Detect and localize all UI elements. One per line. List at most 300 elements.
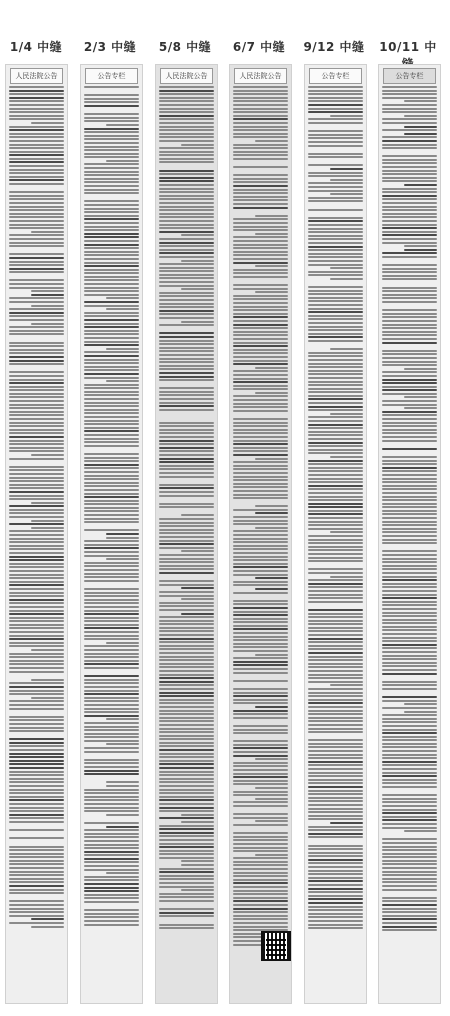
text-line xyxy=(233,574,288,576)
text-line xyxy=(84,595,139,597)
text-line xyxy=(233,327,288,329)
text-line xyxy=(233,584,288,586)
text-line xyxy=(9,711,64,714)
text-line xyxy=(84,909,139,911)
text-line xyxy=(9,799,64,801)
text-line xyxy=(233,251,288,253)
text-line xyxy=(233,611,288,613)
text-line xyxy=(84,467,139,469)
text-line xyxy=(9,461,64,464)
text-line xyxy=(84,233,139,235)
text-line xyxy=(308,677,363,679)
text-line xyxy=(308,377,363,379)
text-line xyxy=(308,340,363,342)
text-line xyxy=(9,469,64,471)
text-line xyxy=(308,370,363,372)
text-line xyxy=(382,867,437,869)
text-line xyxy=(308,242,363,244)
text-line xyxy=(233,732,288,734)
text-line xyxy=(308,572,363,574)
text-line xyxy=(382,658,437,660)
text-line xyxy=(9,841,64,844)
text-line xyxy=(308,717,363,719)
text-line xyxy=(233,805,288,807)
text-line xyxy=(9,356,64,358)
text-line xyxy=(84,916,139,918)
text-line xyxy=(308,311,363,313)
text-line xyxy=(382,590,437,592)
text-line xyxy=(233,479,288,481)
text-line xyxy=(9,234,64,236)
text-line xyxy=(255,527,288,529)
text-line xyxy=(382,334,437,336)
text-line xyxy=(233,450,288,452)
text-line xyxy=(106,743,139,745)
text-line xyxy=(382,612,437,614)
text-line xyxy=(9,911,64,913)
text-line xyxy=(308,873,363,875)
text-line xyxy=(159,209,214,211)
text-line xyxy=(382,198,437,200)
text-line xyxy=(308,470,363,472)
text-line xyxy=(159,126,214,128)
text-line xyxy=(308,560,363,562)
text-line xyxy=(9,498,64,500)
text-line xyxy=(233,850,288,852)
text-line xyxy=(308,818,363,820)
text-line xyxy=(308,318,363,320)
text-line xyxy=(159,324,214,326)
text-line xyxy=(159,817,214,819)
text-line xyxy=(233,740,288,742)
text-line xyxy=(84,341,139,343)
text-line xyxy=(308,344,363,347)
text-line xyxy=(382,305,437,308)
text-line xyxy=(84,592,139,594)
text-line xyxy=(9,161,64,163)
text-line xyxy=(9,436,64,438)
text-line xyxy=(159,476,214,478)
text-line xyxy=(9,523,64,525)
column-title-1: 人民法院公告 xyxy=(10,68,63,84)
text-line xyxy=(233,338,288,340)
text-line xyxy=(159,458,214,460)
text-line xyxy=(233,650,288,652)
text-line xyxy=(9,570,64,572)
text-line xyxy=(9,393,64,395)
text-line xyxy=(404,396,437,398)
text-line xyxy=(84,496,139,498)
text-line xyxy=(9,379,64,381)
text-line xyxy=(84,301,139,303)
text-line xyxy=(159,568,214,570)
text-line xyxy=(382,238,437,240)
column-label-6: 10/11 中 xyxy=(379,40,437,54)
text-line xyxy=(9,693,64,695)
text-line xyxy=(84,453,139,455)
text-line xyxy=(84,98,139,100)
text-line xyxy=(308,141,363,143)
text-line xyxy=(159,796,214,798)
text-line xyxy=(84,876,139,878)
text-line xyxy=(255,798,288,800)
text-line xyxy=(382,252,437,254)
text-line xyxy=(84,500,139,502)
text-line xyxy=(308,804,363,806)
text-line xyxy=(159,853,214,855)
text-line xyxy=(382,926,437,928)
text-line xyxy=(330,413,363,415)
text-line xyxy=(84,489,139,491)
text-line xyxy=(84,890,139,892)
text-line xyxy=(159,111,214,113)
text-line xyxy=(84,759,139,761)
text-line xyxy=(159,336,214,338)
text-line xyxy=(159,454,214,456)
text-line xyxy=(9,345,64,347)
text-line xyxy=(233,381,288,383)
text-line xyxy=(9,663,64,665)
text-line xyxy=(159,760,214,762)
text-line xyxy=(106,718,139,720)
text-line xyxy=(159,140,214,142)
text-line xyxy=(382,856,437,858)
text-line xyxy=(84,865,139,867)
text-line xyxy=(159,767,214,769)
text-line xyxy=(382,313,437,315)
text-line xyxy=(308,130,363,132)
text-line xyxy=(84,222,139,224)
text-line xyxy=(382,140,437,142)
text-line xyxy=(308,388,363,390)
text-line xyxy=(308,848,363,850)
text-line xyxy=(308,663,363,665)
text-line xyxy=(106,380,139,382)
text-line xyxy=(9,767,64,769)
text-line xyxy=(84,229,139,231)
text-line xyxy=(159,843,214,845)
text-line xyxy=(84,660,139,662)
text-line xyxy=(233,272,288,274)
text-line xyxy=(31,926,64,928)
text-line xyxy=(233,240,288,242)
text-line xyxy=(233,566,288,568)
text-line xyxy=(382,823,437,825)
text-line xyxy=(308,496,363,498)
text-line xyxy=(159,828,214,830)
text-line xyxy=(382,331,437,333)
text-line xyxy=(233,769,288,771)
text-line xyxy=(233,702,288,704)
text-line xyxy=(159,498,214,501)
text-line xyxy=(382,750,437,752)
text-line xyxy=(159,915,214,917)
text-line xyxy=(255,787,288,789)
text-line xyxy=(159,510,214,513)
text-line xyxy=(233,151,288,153)
text-line xyxy=(84,355,139,357)
text-line xyxy=(233,824,288,826)
text-line xyxy=(106,872,139,874)
text-line xyxy=(159,409,214,411)
text-line xyxy=(308,249,363,251)
text-line xyxy=(159,440,214,442)
text-line xyxy=(9,878,64,880)
text-line xyxy=(9,742,64,744)
text-line xyxy=(308,645,363,647)
text-line xyxy=(308,613,363,615)
text-line xyxy=(159,908,214,910)
text-line xyxy=(159,303,214,305)
text-line xyxy=(233,926,288,928)
text-line xyxy=(9,817,64,819)
text-line xyxy=(382,889,437,891)
text-line xyxy=(9,126,64,128)
text-line xyxy=(84,901,139,903)
text-line xyxy=(9,789,64,791)
text-line xyxy=(84,883,139,885)
text-line xyxy=(9,563,64,565)
text-line xyxy=(84,185,139,187)
text-line xyxy=(233,144,288,146)
text-line xyxy=(308,779,363,781)
text-line xyxy=(233,509,288,511)
text-line xyxy=(308,355,363,357)
text-line xyxy=(106,308,139,310)
text-line xyxy=(382,696,437,698)
text-line xyxy=(9,763,64,765)
text-line xyxy=(84,924,139,926)
text-line xyxy=(382,846,437,848)
text-line xyxy=(84,851,139,853)
text-line xyxy=(9,104,64,106)
text-line xyxy=(382,647,437,649)
text-line xyxy=(233,751,288,753)
text-line xyxy=(330,456,363,458)
text-line xyxy=(233,661,288,663)
text-line xyxy=(382,812,437,814)
text-line xyxy=(308,108,363,110)
text-line xyxy=(382,191,437,193)
text-line xyxy=(159,100,214,102)
text-line xyxy=(9,249,64,252)
text-line xyxy=(84,287,139,289)
text-line xyxy=(9,896,64,899)
text-line xyxy=(159,118,214,120)
text-line xyxy=(9,179,64,181)
text-line xyxy=(233,199,288,201)
text-line xyxy=(233,621,288,623)
text-line xyxy=(84,617,139,619)
text-line xyxy=(308,322,363,324)
text-line xyxy=(382,386,437,388)
text-line xyxy=(308,513,363,515)
text-line xyxy=(233,226,288,228)
text-line xyxy=(308,402,363,404)
text-line xyxy=(159,554,214,556)
text-line xyxy=(382,718,437,720)
text-line xyxy=(159,432,214,434)
text-line xyxy=(9,871,64,873)
text-line xyxy=(84,726,139,728)
text-line xyxy=(308,228,363,230)
text-line xyxy=(233,196,288,198)
text-line xyxy=(233,672,288,674)
text-line xyxy=(233,632,288,634)
text-line xyxy=(9,631,64,633)
text-line xyxy=(382,282,437,285)
text-line xyxy=(84,927,139,930)
text-line xyxy=(233,254,288,256)
text-line xyxy=(382,108,437,110)
text-line xyxy=(382,327,437,329)
text-line xyxy=(382,456,437,458)
text-line xyxy=(9,574,64,576)
text-line xyxy=(233,374,288,376)
text-line xyxy=(84,722,139,724)
text-line xyxy=(308,231,363,233)
text-line xyxy=(31,290,64,292)
text-line xyxy=(9,566,64,568)
text-line xyxy=(84,551,139,553)
text-line xyxy=(84,485,139,487)
text-line xyxy=(9,477,64,479)
text-line xyxy=(308,315,363,317)
text-line xyxy=(382,684,437,686)
column-title-5: 公告专栏 xyxy=(309,68,362,84)
text-line xyxy=(382,503,437,505)
text-line xyxy=(84,471,139,473)
text-line xyxy=(159,443,214,445)
text-line xyxy=(382,640,437,642)
text-line xyxy=(159,277,214,279)
text-line xyxy=(233,791,288,793)
text-line xyxy=(159,724,214,726)
text-line xyxy=(255,367,288,369)
text-line xyxy=(159,161,214,163)
text-line xyxy=(159,670,214,672)
text-line xyxy=(159,412,214,415)
text-line xyxy=(9,220,64,222)
text-line xyxy=(181,288,214,290)
text-line xyxy=(181,814,214,816)
text-line xyxy=(159,620,214,622)
text-line xyxy=(159,170,214,172)
text-line xyxy=(84,854,139,856)
text-line xyxy=(84,869,139,871)
text-line xyxy=(84,420,139,422)
text-line xyxy=(84,394,139,396)
text-line xyxy=(159,195,214,197)
text-line xyxy=(84,423,139,425)
text-line xyxy=(382,794,437,796)
text-line xyxy=(159,742,214,744)
text-line xyxy=(159,227,214,229)
text-line xyxy=(308,148,363,151)
text-line xyxy=(84,211,139,213)
text-line xyxy=(9,723,64,725)
text-line xyxy=(382,268,437,270)
text-line xyxy=(382,897,437,899)
text-line xyxy=(233,147,288,149)
text-line xyxy=(84,920,139,922)
text-line xyxy=(308,891,363,893)
text-line xyxy=(84,653,139,655)
text-line xyxy=(159,332,214,334)
text-line xyxy=(84,131,139,133)
text-line xyxy=(84,269,139,271)
text-line xyxy=(159,97,214,99)
text-line xyxy=(9,133,64,135)
text-line xyxy=(308,590,363,592)
text-line xyxy=(330,348,363,350)
text-line xyxy=(382,608,437,610)
text-line xyxy=(106,533,139,535)
text-line xyxy=(9,602,64,604)
text-line xyxy=(382,908,437,910)
text-line xyxy=(233,915,288,917)
text-line xyxy=(233,170,288,173)
text-line xyxy=(382,177,437,179)
text-line xyxy=(308,782,363,784)
text-line xyxy=(382,375,437,377)
text-line xyxy=(159,666,214,668)
text-line xyxy=(308,546,363,548)
text-line xyxy=(84,351,139,353)
text-line xyxy=(84,163,139,165)
text-line xyxy=(308,253,363,255)
text-line xyxy=(308,627,363,629)
text-line xyxy=(382,202,437,204)
text-line xyxy=(9,283,64,285)
text-line xyxy=(308,539,363,541)
text-line xyxy=(382,655,437,657)
text-line xyxy=(382,93,437,95)
text-line xyxy=(233,279,288,282)
text-line xyxy=(9,853,64,855)
text-line xyxy=(159,104,214,106)
text-line xyxy=(308,638,363,640)
text-line xyxy=(308,481,363,483)
text-line xyxy=(330,168,363,170)
text-line xyxy=(9,610,64,612)
text-line xyxy=(308,877,363,879)
text-line xyxy=(382,400,437,402)
text-line xyxy=(382,729,437,731)
text-line xyxy=(84,412,139,414)
text-line xyxy=(84,913,139,915)
text-line xyxy=(9,613,64,615)
text-line xyxy=(382,271,437,273)
text-line xyxy=(382,892,437,895)
text-line xyxy=(308,713,363,715)
text-line xyxy=(159,648,214,650)
text-line xyxy=(181,260,214,262)
text-line xyxy=(233,403,288,405)
text-line xyxy=(382,714,437,716)
text-line xyxy=(308,384,363,386)
text-line xyxy=(84,189,139,191)
text-line xyxy=(9,432,64,434)
text-line xyxy=(9,892,64,894)
text-line xyxy=(308,656,363,658)
text-line xyxy=(233,625,288,627)
text-line xyxy=(181,550,214,552)
text-line xyxy=(255,820,288,822)
text-line xyxy=(84,905,139,908)
text-line xyxy=(9,617,64,619)
text-line xyxy=(308,786,363,788)
